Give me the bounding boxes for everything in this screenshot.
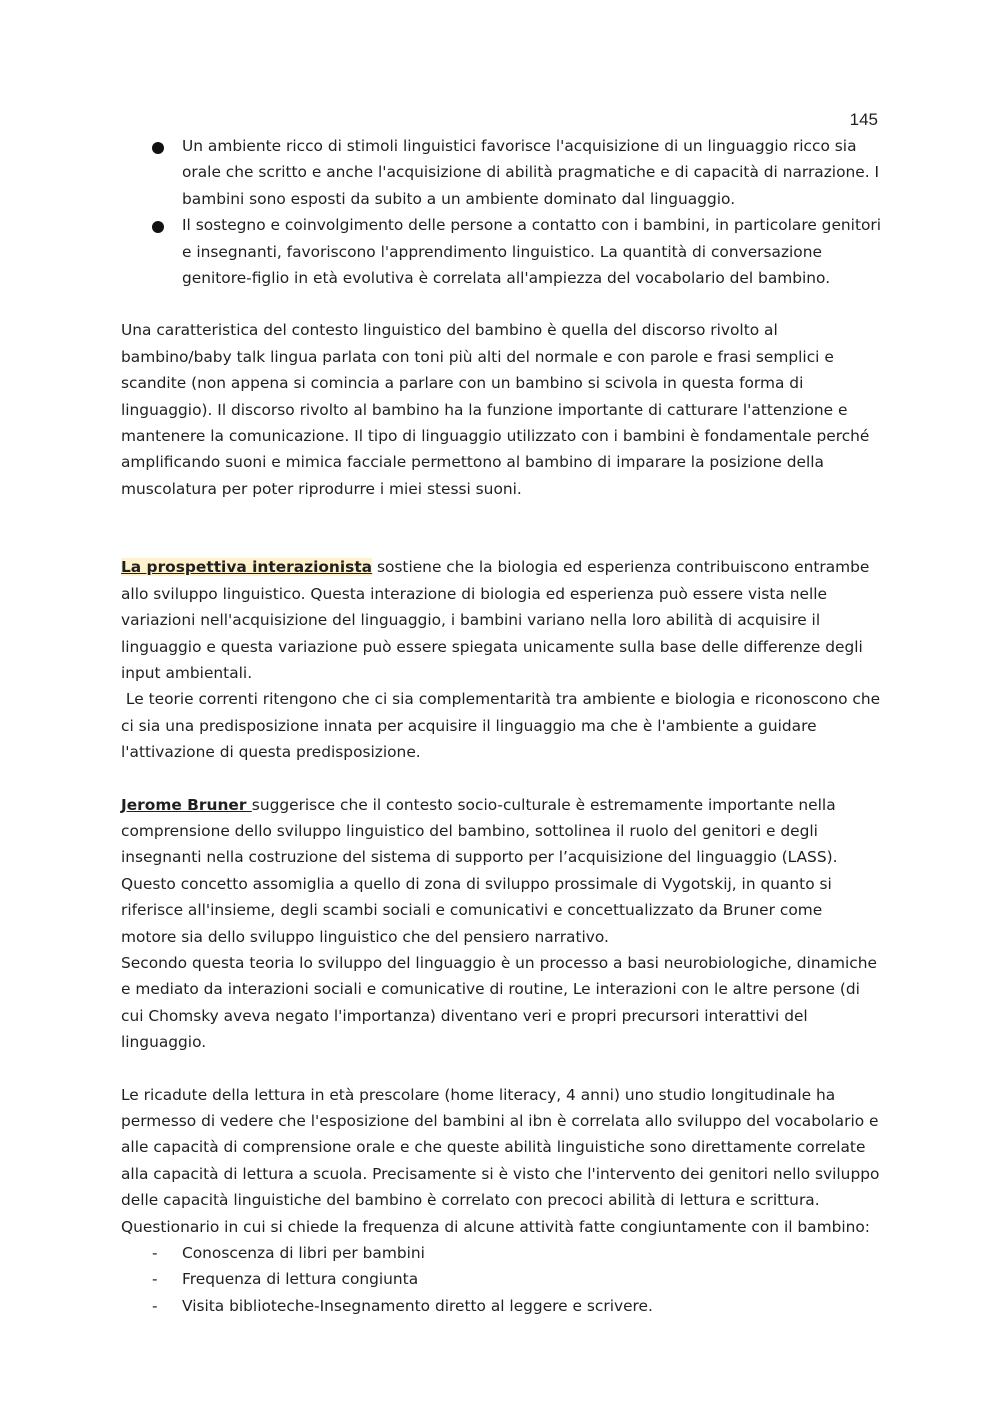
bruner-text: suggerisce che il contesto socio-culturale è estremamente importante nella comprensione dello sviluppo linguistico del bambino, sottolinea il ruolo del genitori e degli insegnanti nella costruzione del sistema di supporto per l’acquisizione del linguaggio (LASS). xyxy=(121,795,838,867)
paragraph-lettura: Le ricadute della lettura in età prescolare (home literacy, 4 anni) uno studio longitudinale ha permesso di vedere che l'esposizione del bambini al ibn è correlata allo sviluppo del vocabolario e alle capacità di comprensione orale e che queste abilità linguistiche sono direttamente correlate alla capacità di lettura a scuola. Precisamente si è visto che l'intervento dei genitori nello sviluppo delle capacità linguistiche del bambino è correlato con precoci abilità di lettura e scrittura. Questionario in cui si chiede la frequenza di alcune attività fatte congiuntamente con il bambino: xyxy=(121,1085,880,1236)
heading-bruner: Jerome Bruner xyxy=(121,795,252,814)
activity-text: Frequenza di lettura congiunta xyxy=(182,1270,419,1289)
activity-text: Conoscenza di libri per bambini xyxy=(182,1244,425,1263)
list-item xyxy=(121,1266,881,1292)
dash-marker: - xyxy=(152,1296,158,1315)
paragraph-baby-talk: Una caratteristica del contesto linguistico del bambino è quella del discorso rivolto al bambino/baby talk lingua parlata con toni più alti del normale e con parole e frasi semplici e scandite (non appena si comincia a parlare con un bambino si scivola in questa forma di linguaggio). Il discorso rivolto al bambino ha la funzione importante di catturare l'attenzione e mantenere la comunicazione. Il tipo di linguaggio utilizzato con i bambini è fondamentale perché amplificando suoni e mimica facciale permettono al bambino di imparare la posizione della muscolatura per poter riprodurre i miei stessi suoni. xyxy=(121,321,870,498)
paragraph-vygotskij: Questo concetto assomiglia a quello di zona di sviluppo prossimale di Vygotskij, in quanto si riferisce all'insieme, degli scambi sociali e comunicativi e concettualizzato da Bruner come motore sia dello sviluppo linguistico che del pensiero narrativo. xyxy=(121,874,832,946)
activity-text: Visita biblioteche-Insegnamento diretto al leggere e scrivere. xyxy=(182,1296,653,1315)
dash-marker: - xyxy=(152,1270,158,1289)
dash-marker: - xyxy=(152,1244,158,1263)
activity-list xyxy=(121,1240,881,1319)
bullet-list xyxy=(121,133,881,291)
bullet-item xyxy=(121,212,881,291)
bullet-text: Il sostegno e coinvolgimento delle persone a contatto con i bambini, in particolare genitori e insegnanti, favoriscono l'apprendimento linguistico. La quantità di conversazione genitore-figlio in età evolutiva è correlata all'ampiezza del vocabolario del bambino. xyxy=(182,216,882,288)
list-item xyxy=(121,1293,881,1319)
interazionista-text: sostiene che la biologia ed esperienza contribuiscono entrambe allo sviluppo linguistico. Questa interazione di biologia ed esperienza può essere vista nelle variazioni nell'acquisizione del linguaggio, i bambini variano nella loro abilità di acquisire il linguaggio e questa variazione può essere spiegata unicamente sulla base delle differenze degli input ambientali. xyxy=(121,558,870,682)
list-item xyxy=(121,1240,881,1266)
bullet-dot-icon xyxy=(152,221,164,233)
bullet-text: Un ambiente ricco di stimoli linguistici favorisce l'acquisizione di un linguaggio ricco sia orale che scritto e anche l'acquisizione di abilità pragmatiche e di capacità di narrazione. I bambini sono esposti da subito a un ambiente dominato dal linguaggio. xyxy=(182,137,880,208)
paragraph-teorie-correnti: Le teorie correnti ritengono che ci sia complementarità tra ambiente e biologia e riconoscono che ci sia una predisposizione innata per acquisire il linguaggio ma che è l'ambiente a guidare l'attivazione di questa predisposizione. xyxy=(121,690,885,762)
page-content xyxy=(121,133,885,1319)
paragraph-interazionista xyxy=(121,554,881,686)
page-number: 145 xyxy=(849,110,878,129)
paragraph-teoria-sviluppo: Secondo questa teoria lo sviluppo del linguaggio è un processo a basi neurobiologiche, dinamiche e mediato da interazioni sociali e comunicative di routine, Le interazioni con le altre persone (di cui Chomsky aveva negato l'importanza) diventano veri e propri precursori interattivi del linguaggio. xyxy=(121,953,877,1052)
bullet-dot-icon xyxy=(152,142,164,154)
paragraph-bruner xyxy=(121,792,881,871)
heading-interazionista: La prospettiva interazionista xyxy=(121,558,373,577)
bullet-item xyxy=(121,133,881,212)
